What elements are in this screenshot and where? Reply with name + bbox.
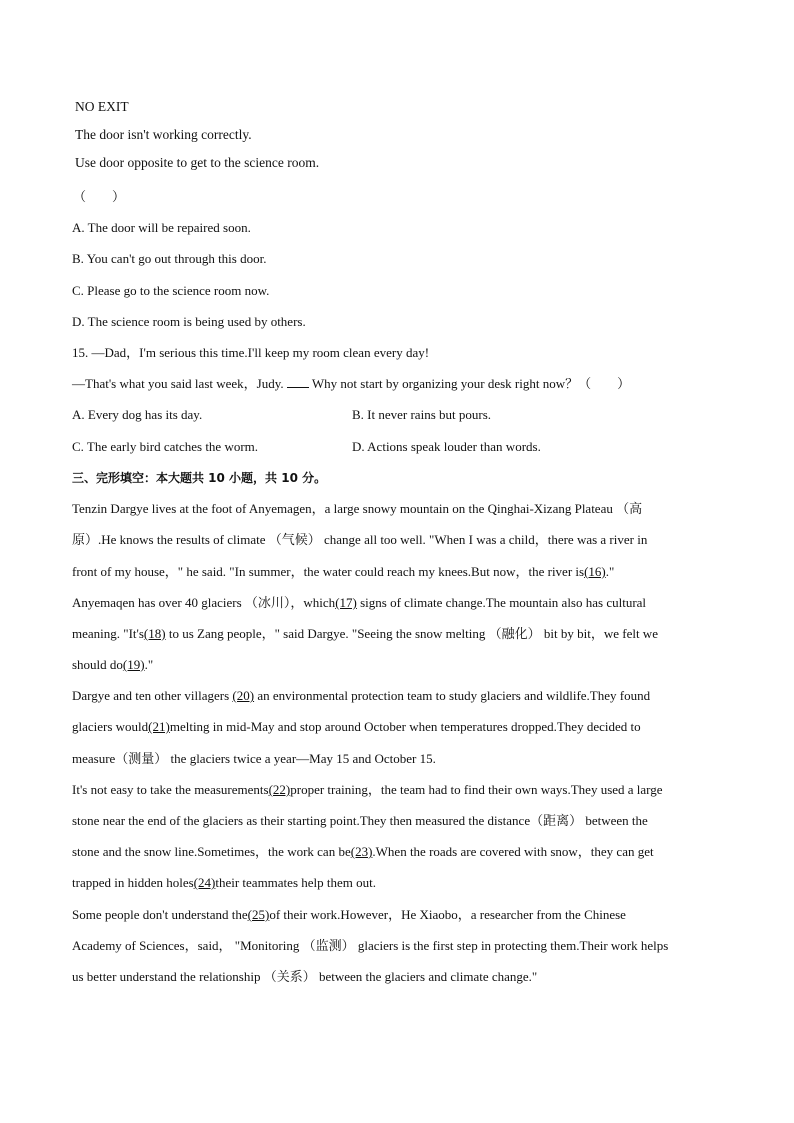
passage-text: Some people don't understand the [72,907,248,922]
passage-line [72,626,658,642]
passage-line [72,688,650,704]
passage-text: ." [605,564,615,579]
q15-response-start: —That's what you said last week，Judy. [72,376,287,391]
q15-option-d: D. Actions speak louder than words. [352,439,541,454]
passage-line: measure（测量） the glaciers twice a year—May 15 and October 15. [72,751,436,766]
blank-19: (19) [122,657,145,672]
passage-text: stone and the snow line.Sometimes，the work can be [72,844,351,859]
passage-text: ." [144,657,154,672]
passage-line [72,782,663,798]
blank-20: (20) [232,688,255,703]
answer-blank [287,376,309,388]
passage-text: front of my house，" he said. "In summer，the water could reach my knees.But now，the river is [72,564,585,579]
q14-option-d: D. The science room is being used by others. [72,314,306,329]
blank-18: (18) [143,626,166,641]
passage-text: their teammates help them out. [215,875,376,890]
passage-text: of their work.However，He Xiaobo，a researcher from the Chinese [269,907,626,922]
passage-text: trapped in hidden holes [72,875,194,890]
blank-24: (24) [193,875,216,890]
passage-text: proper training，the team had to find their own ways.They used a large [290,782,663,797]
passage-text: Dargye and ten other villagers [72,688,233,703]
passage-text: glaciers would [72,719,149,734]
q15-option-b: B. It never rains but pours. [352,407,492,422]
passage-text: .When the roads are covered with snow，they can get [372,844,654,859]
passage-line: stone near the end of the glaciers as their starting point.They then measured the distance（距离） between the [72,813,648,828]
blank-21: (21) [148,719,170,734]
q14-option-b: B. You can't go out through this door. [72,251,267,266]
blank-16: (16) [584,564,606,579]
blank-23: (23) [350,844,373,859]
q15-prompt: 15. —Dad，I'm serious this time.I'll keep my room clean every day! [72,345,430,360]
passage-text: to us Zang people，" said Dargye. "Seeing the snow melting （融化） bit by bit，we felt we [165,626,658,641]
q15-option-c: C. The early bird catches the worm. [72,439,259,454]
passage-line: Academy of Sciences，said， "Monitoring （监测） glaciers is the first step in protecting them.Their work helps [72,938,669,953]
sign-line-2: Use door opposite to get to the science room. [75,155,320,170]
sign-title: NO EXIT [75,99,129,114]
passage-text: Anyemaqen has over 40 glaciers （冰川），which [72,595,336,610]
passage-text: meaning. "It's [72,626,144,641]
passage-line [72,595,646,611]
sign-line-1: The door isn't working correctly. [75,127,252,142]
passage-line [72,875,376,891]
q15-option-a: A. Every dog has its day. [72,407,203,422]
answer-bracket: （ ） [73,189,126,204]
passage-line [72,564,614,580]
passage-line: Tenzin Dargye lives at the foot of Anyemagen，a large snowy mountain on the Qinghai-Xizang Plateau （高 [72,501,643,516]
passage-line [72,844,654,860]
section-heading: 三、完形填空：本大题共 10 小题，共 10 分。 [72,471,327,485]
passage-line [72,657,153,673]
passage-text: melting in mid-May and stop around October when temperatures dropped.They decided to [169,719,641,734]
q14-option-c: C. Please go to the science room now. [72,283,270,298]
passage-text: signs of climate change.The mountain also has cultural [356,595,647,610]
passage-text: It's not easy to take the measurements [72,782,269,797]
blank-25: (25) [247,907,270,922]
passage-line: us better understand the relationship （关系） between the glaciers and climate change." [72,969,538,984]
q15-response-end: Why not start by organizing your desk right now？（ ） [308,376,631,391]
blank-22: (22) [268,782,291,797]
passage-text: should do [72,657,123,672]
q15-response [72,376,630,392]
q14-option-a: A. The door will be repaired soon. [72,220,251,235]
passage-line [72,719,641,735]
passage-line: 原）.He knows the results of climate （气候） change all too well. "When I was a child，there was a river in [72,532,648,547]
blank-17: (17) [335,595,357,610]
passage-text: an environmental protection team to study glaciers and wildlife.They found [254,688,651,703]
passage-line [72,907,626,923]
